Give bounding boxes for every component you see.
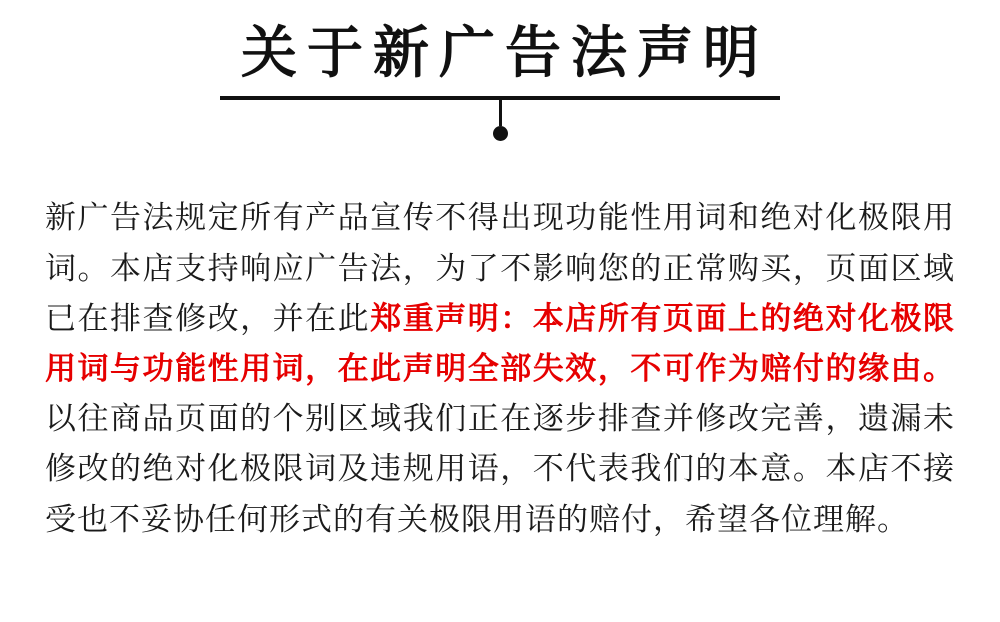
statement-text-part-3: 以往商品页面的个别区域我们正在逐步排查并修改完善，遗漏未修改的绝对化极限词及违规用语，不代表我们的本意。本店不接受也不妥协任何形式的有关极限用语的赔付，希望各位理解。 — [45, 401, 955, 538]
statement-text-highlight: 郑重声明：本店所有页面上的绝对化极限用词与功能性用词，在此声明全部失效，不可作为赔付的缘由。 — [45, 300, 956, 388]
pin-stem-icon — [499, 100, 502, 126]
page-title: 关于新广告法声明 — [241, 21, 769, 86]
statement-body — [45, 193, 955, 545]
statement-paragraph — [45, 193, 955, 545]
title-block — [0, 0, 1000, 141]
pin-dot-icon — [493, 126, 508, 141]
statement-text-part-1: 新广告法规定所有产品宣传不得出现功能性用词和绝对化极限用词。本店支持响应广告法，为了不影响您的正常购买，页面区域已在排查修改，并在此 — [45, 200, 955, 337]
